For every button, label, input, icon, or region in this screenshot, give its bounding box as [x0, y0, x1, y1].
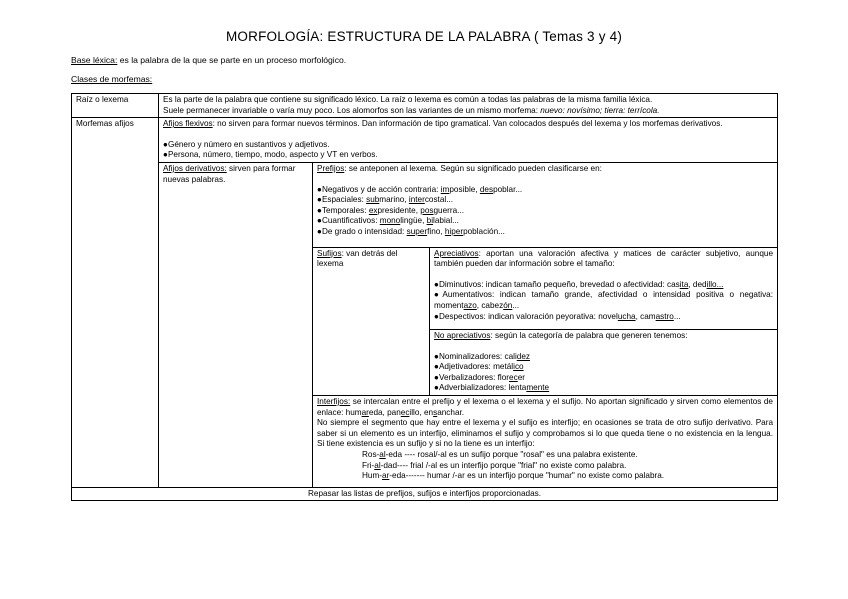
derivativos-term: Afijos derivativos:	[163, 163, 227, 173]
raiz-example: nuevo: novísimo; tierra: terrícola.	[540, 105, 660, 115]
prefijos-term: Prefijos	[317, 163, 345, 173]
list-item: ●Nominalizadores: calidez	[434, 351, 530, 361]
interfijo-example-humareda: Hum-ar-eda------- humar /-ar es un interfijo porque "humar" no existe como palabra.	[362, 471, 665, 481]
no-apreciativos-definition	[434, 331, 773, 342]
interfijos-cell	[313, 396, 778, 488]
base-lexica-text: es la palabra de la que se parte en un proceso morfológico.	[117, 55, 347, 65]
derivativos-text: sirven para formar nuevas palabras.	[163, 163, 296, 184]
interfijo-example-rosaleda: Ros-al-eda ---- rosal/-al es un sufijo porque "rosal" es una palabra existente.	[362, 450, 638, 460]
table-row-footer	[72, 487, 778, 501]
page-title: MORFOLOGÍA: ESTRUCTURA DE LA PALABRA ( Temas 3 y 4)	[225, 29, 623, 44]
list-item: ●Cuantificativos: monolingüe, bilabial...	[317, 216, 459, 226]
flexivos-text: : no sirven para formar nuevos términos. Dan información de tipo gramatical. Van colocados después del lexema y los morfemas derivativos.	[212, 119, 723, 129]
table-row-prefijos	[72, 162, 778, 247]
no-apreciativos-term: No apreciativos	[434, 331, 491, 341]
morfemas-table	[71, 93, 778, 501]
flexivos-bullet-genero: ●Género y número en sustantivos y adjetivos.	[163, 139, 330, 149]
flexivos-term: Afijos flexivos	[163, 119, 213, 129]
list-item: ●Adjetivadores: metálico	[434, 362, 524, 372]
apreciativos-cell	[430, 247, 778, 330]
interfijos-explanation: No siempre el segmento que hay entre el lexema y el sufijo es interfijo; en ocasiones se trata de otro sufijo derivativo. Para saber si un elemento es un interfijo, eliminamos el sufijo y comprobamos si lo que queda tiene o no existencia en la lengua. Si tiene existencia es un sufijo y si no la tiene es un interfijo:	[317, 418, 773, 449]
apreciativos-definition	[434, 249, 773, 270]
list-item: ●Negativos y de acción contraria: imposible, despoblar...	[317, 184, 523, 194]
base-lexica-term: Base léxica:	[71, 55, 118, 65]
afijos-label: Morfemas afijos	[72, 118, 159, 488]
raiz-line2-text: Suele permanecer invariable o varía muy poco. Los alomorfos son las variantes de un mismo morfema:	[163, 105, 541, 115]
table-row-raiz	[72, 94, 778, 118]
apreciativos-term: Apreciativos	[434, 248, 479, 258]
list-item: ●Despectivos: indican valoración peyorativa: novelucha, camastro...	[434, 311, 681, 321]
list-item: ●De grado o intensidad: superfino, hiperpoblación...	[317, 226, 505, 236]
no-apreciativos-text: : según la categoría de palabra que generen tenemos:	[490, 331, 688, 341]
interfijos-term: Interfijos:	[317, 397, 351, 407]
prefijos-cell	[313, 162, 778, 247]
sufijos-term: Sufijos	[317, 248, 342, 258]
derivativos-cell	[159, 162, 313, 487]
base-lexica-definition	[71, 55, 346, 65]
clases-heading: Clases de morfemas:	[71, 74, 153, 84]
table-row-flexivos	[72, 118, 778, 163]
flexivos-cell	[159, 118, 778, 163]
raiz-line2	[163, 106, 773, 117]
sufijos-cell	[313, 247, 430, 396]
apreciativos-text: : aportan una valoración afectiva y matices de carácter subjetivo, aunque también pueden dar información sobre el tamaño:	[434, 248, 773, 269]
list-item: ●Verbalizadores: florecer	[434, 372, 525, 382]
interfijo-example-frialdad: Fri-al-dad---- frial /-al es un interfijo porque "frial" no existe como palabra.	[362, 460, 627, 470]
no-apreciativos-cell	[430, 330, 778, 396]
footer-note: Repasar las listas de prefijos, sufijos e interfijos proporcionadas.	[72, 487, 778, 501]
interfijos-definition: Interfijos: se intercalan entre el prefijo y el lexema o el lexema y el sufijo. No aportan significado y sirven como elementos de enlace: humareda, panecillo, ensanchar.	[317, 397, 773, 417]
list-item: ●Aumentativos: indican tamaño grande, afectividad o intensidad positiva o negativa: momentazo, cabezón...	[434, 290, 773, 310]
flexivos-bullet-persona: ●Persona, número, tiempo, modo, aspecto y VT en verbos.	[163, 150, 378, 160]
list-item: ●Adverbializadores: lentamente	[434, 383, 550, 393]
sufijos-text: : van detrás del lexema	[317, 248, 398, 269]
list-item: ●Espaciales: submarino, intercostal...	[317, 195, 454, 205]
prefijos-text: : se anteponen al lexema. Según su significado pueden clasificarse en:	[344, 163, 602, 173]
raiz-label: Raíz o lexema	[72, 94, 159, 118]
flexivos-definition	[163, 119, 773, 130]
prefijos-definition	[317, 164, 773, 175]
raiz-line1: Es la parte de la palabra que contiene su significado léxico. La raíz o lexema es común a todas las palabras de la misma familia léxica.	[163, 95, 653, 104]
list-item: ●Temporales: expresidente, posguerra...	[317, 205, 464, 215]
list-item: ●Diminutivos: indican tamaño pequeño, brevedad o afectividad: casita, dedillo...	[434, 279, 724, 289]
raiz-description	[159, 94, 778, 118]
